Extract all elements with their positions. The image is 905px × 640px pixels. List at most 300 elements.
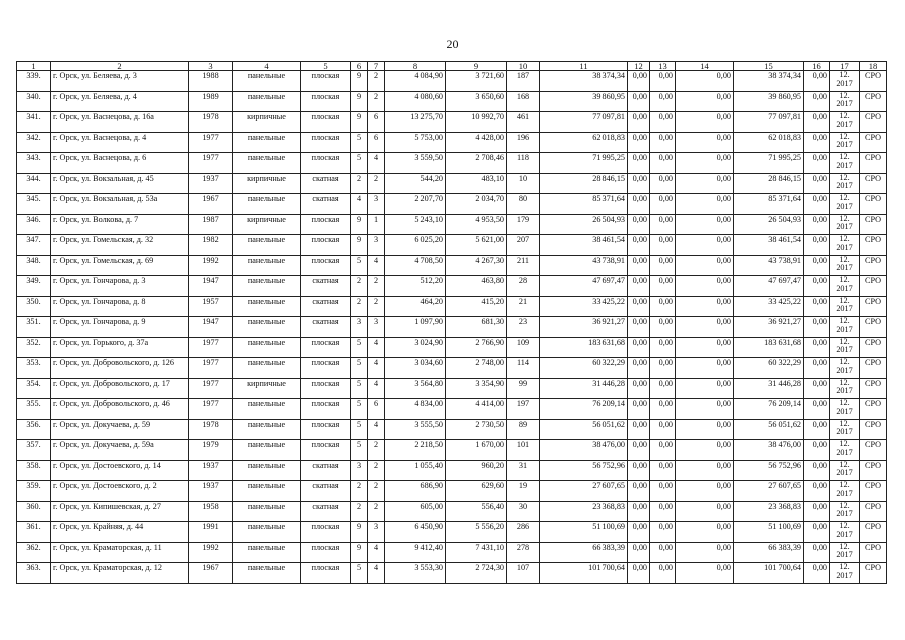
value-cell: 0,00 — [650, 194, 676, 215]
entrances-cell: 1 — [368, 214, 385, 235]
wall-material-cell: панельные — [233, 358, 301, 379]
value-cell: 0,00 — [628, 358, 650, 379]
table-row — [17, 194, 887, 215]
value-cell: 0,00 — [804, 522, 830, 543]
cost-cell: 23 368,83 — [734, 501, 804, 522]
roof-type-cell: скатная — [301, 194, 351, 215]
funding-source-cell: СРО — [860, 542, 887, 563]
row-number: 350. — [17, 296, 51, 317]
value-cell: 0,00 — [804, 276, 830, 297]
entrances-cell: 2 — [368, 71, 385, 92]
year-cell: 1977 — [189, 153, 233, 174]
year-cell: 1979 — [189, 440, 233, 461]
entrances-cell: 2 — [368, 481, 385, 502]
column-header: 7 — [368, 62, 385, 71]
cost-cell: 101 700,64 — [540, 563, 628, 584]
roof-type-cell: плоская — [301, 112, 351, 133]
table-row — [17, 563, 887, 584]
row-number: 360. — [17, 501, 51, 522]
column-header: 4 — [233, 62, 301, 71]
cost-cell: 47 697,47 — [734, 276, 804, 297]
value-cell: 0,00 — [628, 419, 650, 440]
floors-cell: 5 — [351, 440, 368, 461]
residents-cell: 118 — [507, 153, 540, 174]
living-area-cell: 4 953,50 — [446, 214, 507, 235]
value-cell: 0,00 — [650, 235, 676, 256]
living-area-cell: 483,10 — [446, 173, 507, 194]
year-cell: 1958 — [189, 501, 233, 522]
residents-cell: 286 — [507, 522, 540, 543]
entrances-cell: 2 — [368, 91, 385, 112]
wall-material-cell: панельные — [233, 337, 301, 358]
residents-cell: 187 — [507, 71, 540, 92]
value-cell: 0,00 — [650, 91, 676, 112]
value-cell: 0,00 — [628, 501, 650, 522]
roof-type-cell: скатная — [301, 173, 351, 194]
value-cell: 0,00 — [804, 153, 830, 174]
wall-material-cell: панельные — [233, 276, 301, 297]
total-area-cell: 686,90 — [385, 481, 446, 502]
value-cell: 0,00 — [676, 214, 734, 235]
address-cell: г. Орск, ул. Добровольского, д. 46 — [51, 399, 189, 420]
value-cell: 0,00 — [628, 542, 650, 563]
total-area-cell: 4 084,90 — [385, 71, 446, 92]
column-header: 2 — [51, 62, 189, 71]
deadline-cell — [830, 481, 860, 502]
value-cell: 0,00 — [804, 563, 830, 584]
deadline-year: 2017 — [836, 406, 853, 416]
row-number: 342. — [17, 132, 51, 153]
floors-cell: 5 — [351, 153, 368, 174]
year-cell: 1978 — [189, 112, 233, 133]
column-header: 11 — [540, 62, 628, 71]
funding-source-cell: СРО — [860, 112, 887, 133]
value-cell: 0,00 — [628, 91, 650, 112]
deadline-month: 12. — [839, 214, 850, 223]
value-cell: 0,00 — [628, 522, 650, 543]
value-cell: 0,00 — [804, 112, 830, 133]
value-cell: 0,00 — [676, 358, 734, 379]
year-cell: 1982 — [189, 235, 233, 256]
cost-cell: 27 607,65 — [734, 481, 804, 502]
deadline-cell — [830, 296, 860, 317]
table-row — [17, 501, 887, 522]
address-cell: г. Орск, ул. Гомельская, д. 69 — [51, 255, 189, 276]
value-cell: 0,00 — [676, 296, 734, 317]
value-cell: 0,00 — [650, 337, 676, 358]
total-area-cell: 3 559,50 — [385, 153, 446, 174]
wall-material-cell: панельные — [233, 194, 301, 215]
address-cell: г. Орск, ул. Кипишевская, д. 27 — [51, 501, 189, 522]
deadline-year: 2017 — [836, 509, 853, 518]
deadline-month: 12. — [839, 111, 850, 120]
funding-source-cell: СРО — [860, 337, 887, 358]
entrances-cell: 4 — [368, 358, 385, 379]
address-cell: г. Орск, ул. Докучаева, д. 59а — [51, 440, 189, 461]
entrances-cell: 6 — [368, 399, 385, 420]
funding-source-cell: СРО — [860, 255, 887, 276]
value-cell: 0,00 — [804, 132, 830, 153]
year-cell: 1937 — [189, 460, 233, 481]
deadline-cell — [830, 71, 860, 92]
column-header: 18 — [860, 62, 887, 71]
cost-cell: 31 446,28 — [734, 378, 804, 399]
wall-material-cell: панельные — [233, 563, 301, 584]
row-number: 356. — [17, 419, 51, 440]
value-cell: 0,00 — [804, 501, 830, 522]
deadline-cell — [830, 317, 860, 338]
living-area-cell: 10 992,70 — [446, 112, 507, 133]
total-area-cell: 5 243,10 — [385, 214, 446, 235]
value-cell: 0,00 — [804, 71, 830, 92]
row-number: 347. — [17, 235, 51, 256]
address-cell: г. Орск, ул. Гончарова, д. 3 — [51, 276, 189, 297]
total-area-cell: 4 080,60 — [385, 91, 446, 112]
roof-type-cell: плоская — [301, 337, 351, 358]
floors-cell: 5 — [351, 255, 368, 276]
value-cell: 0,00 — [628, 440, 650, 461]
roof-type-cell: плоская — [301, 542, 351, 563]
deadline-year: 2017 — [836, 222, 853, 231]
value-cell: 0,00 — [676, 337, 734, 358]
floors-cell: 9 — [351, 542, 368, 563]
funding-source-cell: СРО — [860, 419, 887, 440]
residents-cell: 114 — [507, 358, 540, 379]
residents-cell: 207 — [507, 235, 540, 256]
address-cell: г. Орск, ул. Гомельская, д. 32 — [51, 235, 189, 256]
deadline-year: 2017 — [836, 242, 853, 252]
row-number: 354. — [17, 378, 51, 399]
column-header: 15 — [734, 62, 804, 71]
year-cell: 1967 — [189, 563, 233, 584]
residents-cell: 31 — [507, 460, 540, 481]
table-row — [17, 358, 887, 379]
value-cell: 0,00 — [676, 153, 734, 174]
deadline-month: 12. — [839, 521, 850, 530]
roof-type-cell: плоская — [301, 214, 351, 235]
living-area-cell: 4 267,30 — [446, 255, 507, 276]
total-area-cell: 9 412,40 — [385, 542, 446, 563]
total-area-cell: 6 025,20 — [385, 235, 446, 256]
roof-type-cell: скатная — [301, 501, 351, 522]
year-cell: 1989 — [189, 91, 233, 112]
value-cell: 0,00 — [650, 481, 676, 502]
deadline-month: 12. — [839, 357, 850, 366]
living-area-cell: 2 748,00 — [446, 358, 507, 379]
page-number: 20 — [446, 37, 459, 51]
address-cell: г. Орск, ул. Достоевского, д. 2 — [51, 481, 189, 502]
table-row — [17, 460, 887, 481]
row-number: 362. — [17, 542, 51, 563]
deadline-cell — [830, 153, 860, 174]
cost-cell: 51 100,69 — [734, 522, 804, 543]
value-cell: 0,00 — [676, 481, 734, 502]
value-cell: 0,00 — [628, 317, 650, 338]
value-cell: 0,00 — [650, 132, 676, 153]
value-cell: 0,00 — [676, 419, 734, 440]
deadline-year: 2017 — [836, 160, 853, 170]
address-cell: г. Орск, ул. Васнецова, д. 16а — [51, 112, 189, 133]
wall-material-cell: кирпичные — [233, 112, 301, 133]
row-number: 339. — [17, 71, 51, 92]
cost-cell: 183 631,68 — [540, 337, 628, 358]
entrances-cell: 6 — [368, 132, 385, 153]
deadline-month: 12. — [839, 255, 850, 264]
deadline-month: 12. — [839, 419, 850, 428]
value-cell: 0,00 — [676, 460, 734, 481]
row-number: 352. — [17, 337, 51, 358]
value-cell: 0,00 — [804, 173, 830, 194]
value-cell: 0,00 — [628, 563, 650, 584]
table-body — [17, 71, 887, 584]
address-cell: г. Орск, ул. Достоевского, д. 14 — [51, 460, 189, 481]
cost-cell: 56 051,62 — [734, 419, 804, 440]
floors-cell: 9 — [351, 71, 368, 92]
living-area-cell: 5 621,00 — [446, 235, 507, 256]
floors-cell: 5 — [351, 419, 368, 440]
floors-cell: 2 — [351, 481, 368, 502]
entrances-cell: 3 — [368, 194, 385, 215]
residents-cell: 30 — [507, 501, 540, 522]
deadline-year: 2017 — [836, 283, 853, 293]
year-cell: 1987 — [189, 214, 233, 235]
living-area-cell: 2 724,30 — [446, 563, 507, 584]
total-area-cell: 2 218,50 — [385, 440, 446, 461]
column-header: 5 — [301, 62, 351, 71]
value-cell: 0,00 — [628, 481, 650, 502]
deadline-month: 12. — [839, 398, 850, 407]
value-cell: 0,00 — [804, 91, 830, 112]
table-row — [17, 255, 887, 276]
row-number: 359. — [17, 481, 51, 502]
cost-cell: 71 995,25 — [734, 153, 804, 174]
column-header: 3 — [189, 62, 233, 71]
deadline-year: 2017 — [836, 488, 853, 498]
total-area-cell: 3 564,80 — [385, 378, 446, 399]
value-cell: 0,00 — [676, 71, 734, 92]
column-header: 10 — [507, 62, 540, 71]
funding-source-cell: СРО — [860, 481, 887, 502]
deadline-month: 12. — [839, 480, 850, 489]
funding-source-cell: СРО — [860, 358, 887, 379]
deadline-cell — [830, 337, 860, 358]
funding-source-cell: СРО — [860, 378, 887, 399]
roof-type-cell: плоская — [301, 440, 351, 461]
address-cell: г. Орск, ул. Васнецова, д. 6 — [51, 153, 189, 174]
address-cell: г. Орск, ул. Горького, д. 37а — [51, 337, 189, 358]
value-cell: 0,00 — [804, 378, 830, 399]
value-cell: 0,00 — [676, 563, 734, 584]
table-row — [17, 522, 887, 543]
wall-material-cell: панельные — [233, 317, 301, 338]
value-cell: 0,00 — [804, 317, 830, 338]
value-cell: 0,00 — [650, 378, 676, 399]
year-cell: 1947 — [189, 317, 233, 338]
deadline-cell — [830, 378, 860, 399]
deadline-month: 12. — [839, 152, 850, 161]
wall-material-cell: панельные — [233, 91, 301, 112]
deadline-month: 12. — [839, 296, 850, 305]
value-cell: 0,00 — [650, 255, 676, 276]
row-number: 344. — [17, 173, 51, 194]
value-cell: 0,00 — [676, 235, 734, 256]
year-cell: 1967 — [189, 194, 233, 215]
cost-cell: 43 738,91 — [734, 255, 804, 276]
wall-material-cell: панельные — [233, 153, 301, 174]
living-area-cell: 7 431,10 — [446, 542, 507, 563]
residents-cell: 168 — [507, 91, 540, 112]
value-cell: 0,00 — [804, 358, 830, 379]
deadline-year: 2017 — [836, 119, 853, 129]
table-row — [17, 296, 887, 317]
cost-cell: 60 322,29 — [734, 358, 804, 379]
cost-cell: 39 860,95 — [734, 91, 804, 112]
deadline-month: 12. — [839, 501, 850, 510]
floors-cell: 2 — [351, 296, 368, 317]
table-row — [17, 214, 887, 235]
total-area-cell: 544,20 — [385, 173, 446, 194]
residents-cell: 80 — [507, 194, 540, 215]
roof-type-cell: плоская — [301, 563, 351, 584]
total-area-cell: 1 055,40 — [385, 460, 446, 481]
cost-cell: 43 738,91 — [540, 255, 628, 276]
cost-cell: 56 752,96 — [540, 460, 628, 481]
value-cell: 0,00 — [676, 276, 734, 297]
funding-source-cell: СРО — [860, 91, 887, 112]
entrances-cell: 4 — [368, 153, 385, 174]
residents-cell: 461 — [507, 112, 540, 133]
value-cell: 0,00 — [628, 255, 650, 276]
value-cell: 0,00 — [650, 542, 676, 563]
deadline-year: 2017 — [836, 550, 853, 559]
funding-source-cell: СРО — [860, 214, 887, 235]
deadline-cell — [830, 460, 860, 481]
deadline-month: 12. — [839, 542, 850, 551]
entrances-cell: 2 — [368, 276, 385, 297]
value-cell: 0,00 — [676, 542, 734, 563]
living-area-cell: 629,60 — [446, 481, 507, 502]
floors-cell: 5 — [351, 399, 368, 420]
address-cell: г. Орск, ул. Добровольского, д. 126 — [51, 358, 189, 379]
column-header: 6 — [351, 62, 368, 71]
table-row — [17, 132, 887, 153]
living-area-cell: 3 354,90 — [446, 378, 507, 399]
value-cell: 0,00 — [804, 542, 830, 563]
cost-cell: 38 461,54 — [734, 235, 804, 256]
deadline-month: 12. — [839, 193, 850, 202]
cost-cell: 66 383,39 — [734, 542, 804, 563]
funding-source-cell: СРО — [860, 501, 887, 522]
total-area-cell: 13 275,70 — [385, 112, 446, 133]
table-row — [17, 91, 887, 112]
value-cell: 0,00 — [628, 173, 650, 194]
deadline-year: 2017 — [836, 263, 853, 272]
table-row — [17, 337, 887, 358]
entrances-cell: 4 — [368, 419, 385, 440]
wall-material-cell: кирпичные — [233, 214, 301, 235]
floors-cell: 2 — [351, 276, 368, 297]
housing-register-table — [16, 61, 887, 584]
value-cell: 0,00 — [804, 296, 830, 317]
deadline-year: 2017 — [836, 140, 853, 149]
floors-cell: 4 — [351, 194, 368, 215]
cost-cell: 77 097,81 — [540, 112, 628, 133]
value-cell: 0,00 — [650, 317, 676, 338]
living-area-cell: 2 730,50 — [446, 419, 507, 440]
value-cell: 0,00 — [676, 378, 734, 399]
roof-type-cell: плоская — [301, 235, 351, 256]
wall-material-cell: панельные — [233, 399, 301, 420]
floors-cell: 9 — [351, 214, 368, 235]
cost-cell: 38 476,00 — [540, 440, 628, 461]
row-number: 348. — [17, 255, 51, 276]
entrances-cell: 6 — [368, 112, 385, 133]
residents-cell: 101 — [507, 440, 540, 461]
cost-cell: 26 504,93 — [734, 214, 804, 235]
deadline-cell — [830, 255, 860, 276]
wall-material-cell: панельные — [233, 419, 301, 440]
value-cell: 0,00 — [676, 522, 734, 543]
year-cell: 1937 — [189, 481, 233, 502]
entrances-cell: 3 — [368, 235, 385, 256]
funding-source-cell: СРО — [860, 440, 887, 461]
roof-type-cell: скатная — [301, 460, 351, 481]
value-cell: 0,00 — [804, 337, 830, 358]
cost-cell: 28 846,15 — [734, 173, 804, 194]
wall-material-cell: панельные — [233, 460, 301, 481]
deadline-cell — [830, 194, 860, 215]
deadline-month: 12. — [839, 316, 850, 325]
cost-cell: 33 425,22 — [734, 296, 804, 317]
value-cell: 0,00 — [650, 399, 676, 420]
entrances-cell: 4 — [368, 337, 385, 358]
cost-cell: 38 461,54 — [540, 235, 628, 256]
cost-cell: 85 371,64 — [540, 194, 628, 215]
deadline-year: 2017 — [836, 570, 853, 580]
row-number: 343. — [17, 153, 51, 174]
roof-type-cell: плоская — [301, 522, 351, 543]
cost-cell: 38 374,34 — [734, 71, 804, 92]
deadline-cell — [830, 132, 860, 153]
total-area-cell: 2 207,70 — [385, 194, 446, 215]
deadline-month: 12. — [839, 275, 850, 284]
roof-type-cell: скатная — [301, 317, 351, 338]
row-number: 345. — [17, 194, 51, 215]
residents-cell: 196 — [507, 132, 540, 153]
living-area-cell: 415,20 — [446, 296, 507, 317]
living-area-cell: 681,30 — [446, 317, 507, 338]
column-header: 1 — [17, 62, 51, 71]
value-cell: 0,00 — [650, 214, 676, 235]
cost-cell: 36 921,27 — [540, 317, 628, 338]
residents-cell: 99 — [507, 378, 540, 399]
wall-material-cell: кирпичные — [233, 378, 301, 399]
residents-cell: 197 — [507, 399, 540, 420]
total-area-cell: 3 553,30 — [385, 563, 446, 584]
deadline-month: 12. — [839, 378, 850, 387]
deadline-month: 12. — [839, 439, 850, 448]
value-cell: 0,00 — [650, 358, 676, 379]
funding-source-cell: СРО — [860, 317, 887, 338]
value-cell: 0,00 — [628, 276, 650, 297]
row-number: 346. — [17, 214, 51, 235]
row-number: 341. — [17, 112, 51, 133]
column-header: 8 — [385, 62, 446, 71]
column-number-row — [17, 62, 887, 71]
roof-type-cell: плоская — [301, 132, 351, 153]
value-cell: 0,00 — [650, 173, 676, 194]
floors-cell: 5 — [351, 132, 368, 153]
